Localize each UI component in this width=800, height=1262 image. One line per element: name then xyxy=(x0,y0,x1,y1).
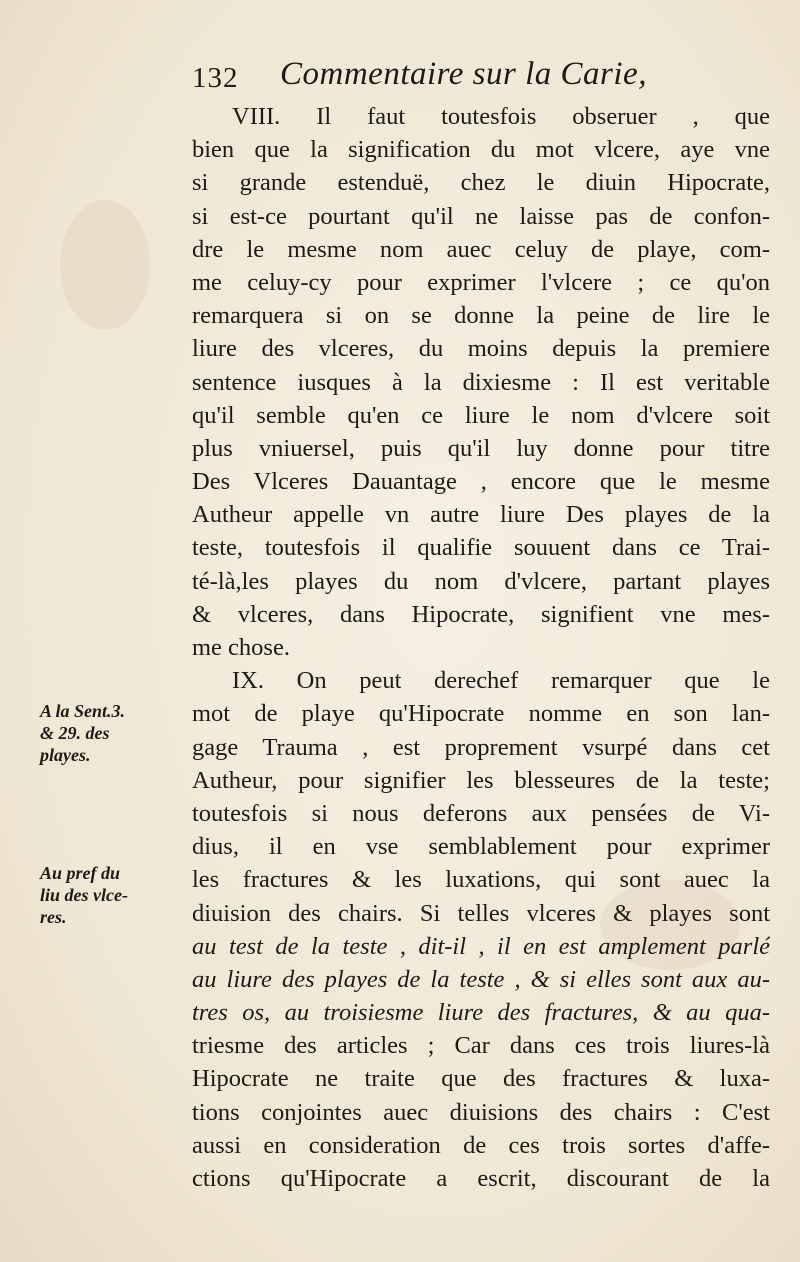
text-line: au test de la teste , dit-il , il en est amplement parlé xyxy=(192,932,770,960)
paper-stain xyxy=(60,200,150,330)
text-line: me celuy-cy pour exprimer l'vlcere ; ce qu'on xyxy=(192,268,770,296)
margin-note-line: playes. xyxy=(40,745,91,765)
text-line: IX. On peut derechef remarquer que le xyxy=(232,667,770,695)
text-line: remarquera si on se donne la peine de lire le xyxy=(192,302,770,330)
text-line: triesme des articles ; Car dans ces trois liures-là xyxy=(192,1032,770,1060)
text-line: si est-ce pourtant qu'il ne laisse pas de confon- xyxy=(192,202,770,230)
page-header xyxy=(192,56,772,100)
text-line: dius, il en vse semblablement pour exprimer xyxy=(192,833,770,861)
text-line: Hipocrate ne traite que des fractures & luxa- xyxy=(192,1065,770,1093)
text-line: ctions qu'Hipocrate a escrit, discourant de la xyxy=(192,1165,770,1192)
page-number: 132 xyxy=(192,62,239,94)
text-line: aussi en consideration de ces trois sortes d'affe- xyxy=(192,1131,770,1159)
text-line: mot de playe qu'Hipocrate nomme en son lan- xyxy=(192,700,770,728)
text-line: si grande estenduë, chez le diuin Hipocrate, xyxy=(192,169,770,197)
text-line: gage Trauma , est proprement vsurpé dans cet xyxy=(192,733,770,761)
text-line: tions conjointes auec diuisions des chairs : C'est xyxy=(192,1098,770,1126)
text-line: Autheur appelle vn autre liure Des playes de la xyxy=(192,501,770,529)
text-line: toutesfois si nous deferons aux pensées de Vi- xyxy=(192,799,770,827)
text-line: Autheur, pour signifier les blesseures de la teste; xyxy=(192,766,770,794)
text-line: sentence iusques à la dixiesme : Il est veritable xyxy=(192,368,770,396)
margin-note xyxy=(40,862,180,928)
text-line: dre le mesme nom auec celuy de playe, com- xyxy=(192,235,770,263)
margin-note-line: Au pref du xyxy=(40,863,121,883)
text-line: qu'il semble qu'en ce liure le nom d'vlcere soit xyxy=(192,401,770,429)
margin-note-line: liu des vlce- xyxy=(40,885,128,905)
text-line: liure des vlceres, du moins depuis la premiere xyxy=(192,335,770,363)
text-line: diuision des chairs. Si telles vlceres & playes sont xyxy=(192,899,770,927)
text-line: bien que la signification du mot vlcere, aye vne xyxy=(192,136,770,164)
text-line: & vlceres, dans Hipocrate, signifient vne mes- xyxy=(192,600,770,628)
text-line: té-là,les playes du nom d'vlcere, partant playes xyxy=(192,567,770,595)
text-line: plus vniuersel, puis qu'il luy donne pour titre xyxy=(192,434,770,462)
text-line: Des Vlceres Dauantage , encore que le mesme xyxy=(192,468,770,496)
running-title: Commentaire sur la Carie, xyxy=(280,56,647,92)
text-line: au liure des playes de la teste , & si elles sont aux au- xyxy=(192,965,770,993)
margin-note xyxy=(40,700,180,766)
body-text xyxy=(192,100,770,1195)
text-line: me chose. xyxy=(192,634,290,661)
margin-note-line: A la Sent.3. xyxy=(40,701,126,721)
margin-note-line: & 29. des xyxy=(40,723,110,743)
text-line: teste, toutesfois il qualifie souuent dans ce Trai- xyxy=(192,534,770,562)
margin-note-line: res. xyxy=(40,907,67,927)
text-line: tres os, au troisiesme liure des fractures, & au qua- xyxy=(192,999,770,1027)
text-line: les fractures & les luxations, qui sont auec la xyxy=(192,866,770,894)
text-line: VIII. Il faut toutesfois obseruer , que xyxy=(232,103,770,130)
